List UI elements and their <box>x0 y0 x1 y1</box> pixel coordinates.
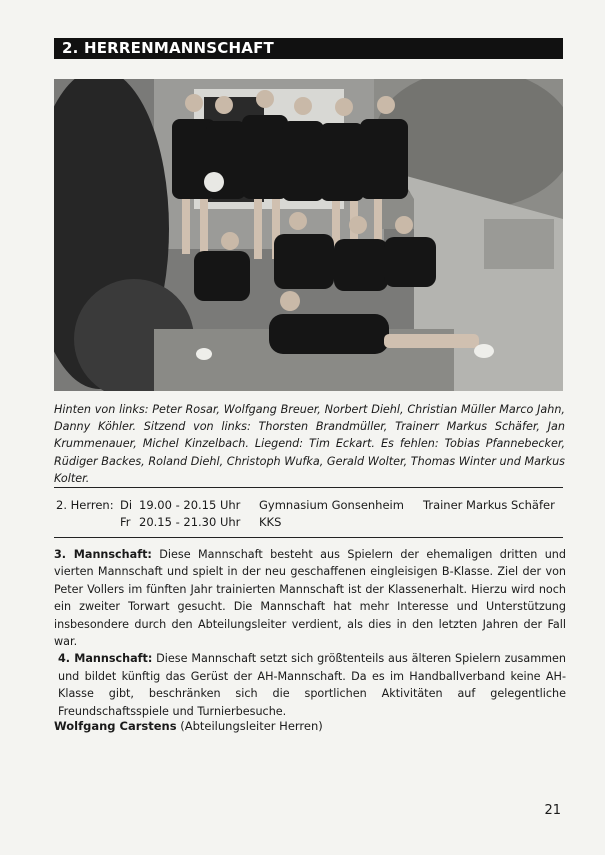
page-number: 21 <box>544 803 561 818</box>
section-paragraph <box>54 650 566 720</box>
schedule-row <box>54 514 563 531</box>
schedule-time: 19.00 - 20.15 Uhr <box>139 498 241 512</box>
section-heading: 3. Mannschaft: <box>54 548 152 561</box>
section-text: Diese Mannschaft setzt sich größtenteils aus älteren Spielern zusammen und bildet künftig das Gerüst der AH-Mannschaft. Da es im Handballverband keine AH-Klasse gibt, beschränken sich die sportlichen Aktivitäten auf gelegentliche Freundschaftsspiele und Turnierbesuche. <box>58 652 566 718</box>
divider-bottom <box>54 537 563 538</box>
section-title: 2. HERRENMANNSCHAFT <box>62 39 274 57</box>
signature-role: (Abteilungsleiter Herren) <box>176 719 323 733</box>
divider-top <box>54 487 563 488</box>
team-photo <box>54 79 563 391</box>
schedule-time: 20.15 - 21.30 Uhr <box>139 515 241 529</box>
schedule-place: KKS <box>259 515 282 529</box>
schedule-trainer: Trainer Markus Schäfer <box>423 498 555 512</box>
schedule-day: Fr <box>120 515 131 529</box>
section-header <box>54 38 563 59</box>
section-heading: 4. Mannschaft: <box>58 652 153 666</box>
schedule-row <box>54 497 563 514</box>
team-photo-icon <box>54 79 563 391</box>
schedule-team: 2. Herren: <box>56 498 114 512</box>
article-body <box>54 546 566 720</box>
photo-caption: Hinten von links: Peter Rosar, Wolfgang Breuer, Norbert Diehl, Christian Müller Marco Jahn, Danny Köhler. Sitzend von links: Thorsten Brandmüller, Trainerr Markus Schäfer, Jan Krummenauer, Michel Kinzelbach. Liegend: Tim Eckart. Es fehlen: Tobias Pfannebecker, Rüdiger Backes, Roland Diehl, Christoph Wufka, Gerald Wolter, Thomas Winter und Markus Kolter. <box>54 403 565 485</box>
signature-name: Wolfgang Carstens <box>54 719 177 733</box>
section-text: Diese Mannschaft besteht aus Spielern der ehemaligen dritten und vierten Mannschaft und spielt in der neu geschaffenen eingleisigen B-Klasse. Ziel der von Peter Vollers im fünften Jahr trainierten Mannschaft ist der Klassenerhalt. Hierzu wird noch ein zweiter Torwart gesucht. Die Mannschaft hat mehr Interesse und Unterstützung insbesondere durch den Abteilungsleiter verdient, als dies in den letzten Jahren der Fall war. <box>54 548 566 649</box>
training-schedule <box>54 497 563 531</box>
signature <box>54 719 323 733</box>
schedule-place: Gymnasium Gonsenheim <box>259 498 404 512</box>
section-paragraph <box>54 546 566 650</box>
schedule-day: Di <box>120 498 133 512</box>
